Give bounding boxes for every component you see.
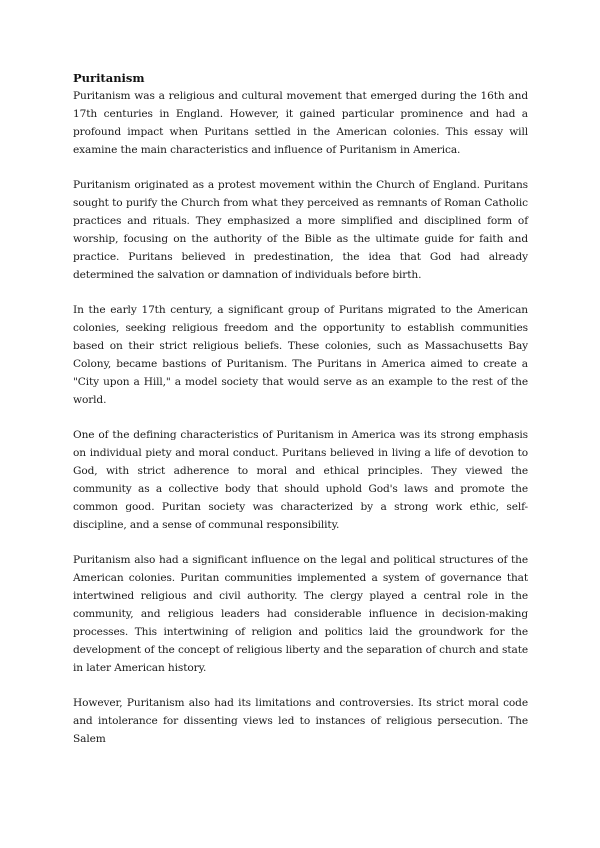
paragraph-limitations: However, Puritanism also had its limitations and controversies. Its strict moral code and intolerance for dissenting views led to instances of religious persecution. The Salem bbox=[73, 697, 528, 745]
paragraph-political-influence: Puritanism also had a significant influence on the legal and political structures of the American colonies. Puritan communities implemented a system of governance that intertwined religious and civil authority. The clergy played a central role in the community, and religious leaders had considerable influence in decision-making processes. This intertwining of religion and politics laid the groundwork for the development of the concept of religious liberty and the separation of church and state in later American history. bbox=[73, 554, 528, 674]
paragraph-piety: One of the defining characteristics of Puritanism in America was its strong emphasis on individual piety and moral conduct. Puritans believed in living a life of devotion to God, with strict adherence to moral and ethical principles. They viewed the community as a collective body that should uphold God's laws and promote the common good. Puritan society was characterized by a strong work ethic, self-discipline, and a sense of communal responsibility. bbox=[73, 429, 528, 531]
paragraph-origins: Puritanism originated as a protest movement within the Church of England. Puritans sought to purify the Church from what they perceived as remnants of Roman Catholic practices and rituals. They emphasized a more simplified and disciplined form of worship, focusing on the authority of the Bible as the ultimate guide for faith and practice. Puritans believed in predestination, the idea that God had already determined the salvation or damnation of individuals before birth. bbox=[73, 179, 528, 281]
document-body bbox=[73, 70, 528, 765]
document-title: Puritanism bbox=[73, 71, 145, 85]
paragraph-intro: Puritanism was a religious and cultural movement that emerged during the 16th and 17th centuries in England. However, it gained particular prominence and had a profound impact when Puritans settled in the American colonies. This essay will examine the main characteristics and influence of Puritanism in America. bbox=[73, 90, 528, 156]
paragraph-migration: In the early 17th century, a significant group of Puritans migrated to the American colonies, seeking religious freedom and the opportunity to establish communities based on their strict religious beliefs. These colonies, such as Massachusetts Bay Colony, became bastions of Puritanism. The Puritans in America aimed to create a "City upon a Hill," a model society that would serve as an example to the rest of the world. bbox=[73, 304, 528, 406]
